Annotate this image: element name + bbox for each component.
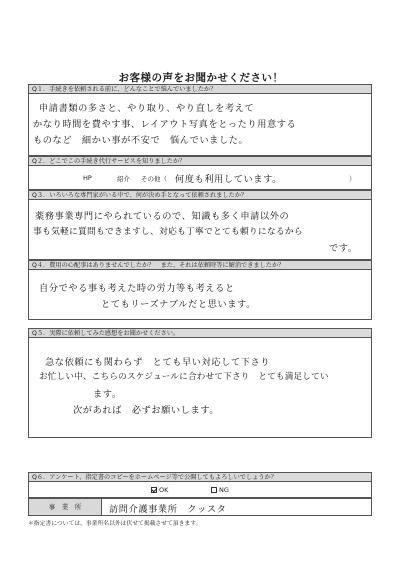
q6-option-ng-label: NG: [219, 486, 229, 494]
q2-option-referral: 紹介: [117, 175, 130, 183]
q3-answer-line: 事も気軽に質問もできますし、対応も丁寧でとても頼りになるから: [33, 227, 303, 237]
q1-answer-line: ものなど 細かい事が不安で 悩んでいました。: [33, 135, 249, 146]
q5-answer-line: 次があれば 必ずお願いします。: [73, 405, 220, 416]
q3-answer-box: [28, 200, 372, 260]
page-title: お客様の声をお聞かせください！: [118, 72, 284, 84]
office-name: 訪問介護事業所 クッスタ: [109, 504, 227, 515]
q5-answer-line: 急な依頼にも関わらず とても早い対応して下さり: [45, 357, 271, 368]
q4-question: Q４．費用の心配事はありませんでしたか？ また、それは依頼時等に解消できましたか？: [28, 260, 372, 270]
q2-other-text: 何度も利用しています。: [175, 174, 282, 185]
office-row: [28, 498, 372, 516]
q1-answer-box: [28, 94, 372, 156]
q5-answer-line: ます。: [93, 389, 122, 400]
q3-answer-line: 薬務事業専門にやられているので、知識も多く申請以外の: [35, 211, 290, 222]
q4-answer-line: とてもリーズナブルだと思います。: [101, 299, 256, 310]
survey-sheet: [28, 0, 374, 565]
q6-option-ng[interactable]: [211, 486, 229, 494]
footnote: ＊指定書については、事業所名以外は伏せて掲載させて頂きます。: [28, 521, 202, 527]
q6-option-ok-label: OK: [159, 486, 169, 494]
q6-question: Q６．アンケート、指定書のコピーをホームページ等で公開してもよろしいでしょうか？: [28, 472, 372, 482]
q2-answer-box: [28, 166, 372, 190]
office-label: 事 業 所: [29, 499, 102, 515]
q5-answer-box: [28, 338, 372, 438]
q2-option-hp: HP: [83, 174, 92, 182]
q1-answer-line: かなり時間を費やす事、レイアウト写真をとったり用意する: [33, 119, 297, 130]
q5-question: Q５．実際に依頼してみた感想をお聞かせください。: [28, 328, 372, 338]
q2-question: Q２．どこでこの手続き代行サービスを知りましたか？: [28, 156, 372, 166]
q2-close-paren: ）: [349, 175, 356, 183]
q1-answer-line: 申請書類の多さと、やり取り、やり直しを考えて: [39, 103, 255, 114]
q5-answer-line: お忙しい中、こちらのスケジュールに合わせて下さり とても満足してい: [39, 372, 329, 382]
q6-option-ok[interactable]: [151, 486, 168, 494]
checkbox-unchecked-icon: [211, 487, 217, 493]
checkbox-checked-icon: [151, 487, 157, 493]
q6-answer-box: [28, 482, 372, 498]
q2-option-other: その他（: [141, 175, 167, 183]
q1-question: Q１．手続きを依頼される前に、どんなことで悩んでいましたか？: [28, 84, 372, 94]
q4-answer-line: 自分でやる事も考えた時の労力等も考えると: [39, 283, 235, 294]
q3-answer-line: です。: [329, 243, 358, 254]
q4-answer-box: [28, 270, 372, 320]
q3-question: Q３．いろいろな専門家がいる中で、何が決め手となって依頼されましたか？: [28, 190, 372, 200]
